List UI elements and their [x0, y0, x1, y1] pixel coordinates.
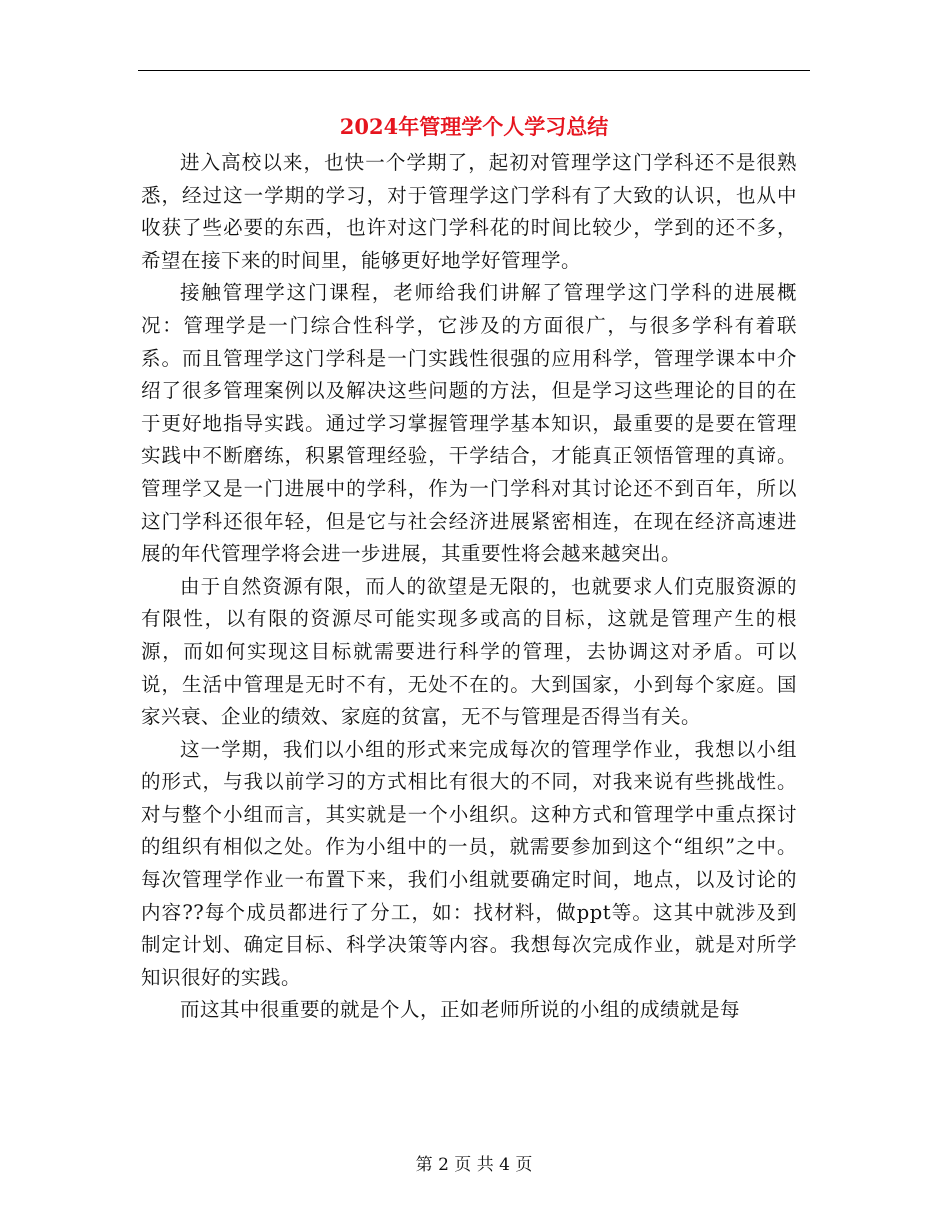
- document-body: [141, 147, 797, 1027]
- page-footer: [138, 1153, 810, 1177]
- paragraph-4: 这一学期，我们以小组的形式来完成每次的管理学作业，我想以小组的形式，与我以前学习的方式相比有很大的不同，对我来说有些挑战性。对与整个小组而言，其实就是一个小组织。这种方式和管理学中重点探讨的组织有相似之处。作为小组中的一员，就需要参加到这个“组织”之中。每次管理学作业一布置下来，我们小组就要确定时间，地点，以及讨论的内容??每个成员都进行了分工，如：找材料，做ppt等。这其中就涉及到制定计划、确定目标、科学决策等内容。我想每次完成作业，就是对所学知识很好的实践。: [141, 737, 797, 989]
- paragraph-2: 接触管理学这门课程，老师给我们讲解了管理学这门学科的进展概况：管理学是一门综合性科学，它涉及的方面很广，与很多学科有着联系。而且管理学这门学科是一门实践性很强的应用科学，管理学课本中介绍了很多管理案例以及解决这些问题的方法，但是学习这些理论的目的在于更好地指导实践。通过学习掌握管理学基本知识，最重要的是要在管理实践中不断磨练，积累管理经验，干学结合，才能真正领悟管理的真谛。管理学又是一门进展中的学科，作为一门学科对其讨论还不到百年，所以这门学科还很年轻，但是它与社会经济进展紧密相连，在现在经济高速进展的年代管理学将会进一步进展，其重要性将会越来越突出。: [141, 281, 797, 566]
- document-title: 2024年管理学个人学习总结: [339, 114, 609, 139]
- page-number-label: 第 2 页 共 4 页: [415, 1155, 533, 1175]
- header-rule: [138, 70, 810, 71]
- paragraph-5: 而这其中很重要的就是个人，正如老师所说的小组的成绩就是每: [180, 998, 741, 1022]
- paragraph-3: 由于自然资源有限，而人的欲望是无限的，也就要求人们克服资源的有限性，以有限的资源尽可能实现多或高的目标，这就是管理产生的根源，而如何实现这目标就需要进行科学的管理，去协调这对矛盾。可以说，生活中管理是无时不有，无处不在的。大到国家，小到每个家庭。国家兴衰、企业的绩效、家庭的贫富，无不与管理是否得当有关。: [141, 574, 797, 729]
- paragraph-1: 进入高校以来，也快一个学期了，起初对管理学这门学科还不是很熟悉，经过这一学期的学习，对于管理学这门学科有了大致的认识，也从中收获了些必要的东西，也许对这门学科花的时间比较少，学到的还不多，希望在接下来的时间里，能够更好地学好管理学。: [141, 151, 797, 272]
